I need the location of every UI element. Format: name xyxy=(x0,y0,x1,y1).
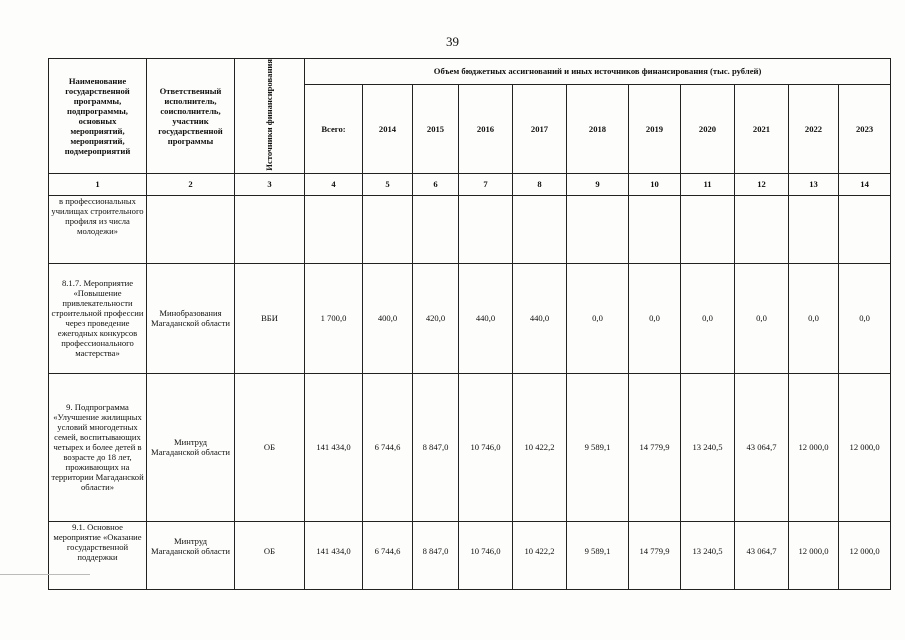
row-value xyxy=(459,195,513,263)
row-executor: Минтруд Магаданской области xyxy=(147,521,235,589)
row-executor: Минобразования Магаданской области xyxy=(147,263,235,373)
row-value: 43 064,7 xyxy=(735,373,789,521)
row-executor: Минтруд Магаданской области xyxy=(147,373,235,521)
header-year: 2023 xyxy=(839,84,891,173)
row-value: 0,0 xyxy=(681,263,735,373)
row-executor xyxy=(147,195,235,263)
row-value: 0,0 xyxy=(839,263,891,373)
row-value: 8 847,0 xyxy=(413,373,459,521)
row-value: 10 422,2 xyxy=(513,373,567,521)
header-year: 2021 xyxy=(735,84,789,173)
column-number: 7 xyxy=(459,173,513,195)
row-value: 9 589,1 xyxy=(567,373,629,521)
column-number: 14 xyxy=(839,173,891,195)
header-source xyxy=(235,59,305,174)
row-value xyxy=(567,195,629,263)
row-value: 0,0 xyxy=(735,263,789,373)
row-value: 10 746,0 xyxy=(459,373,513,521)
column-number: 6 xyxy=(413,173,459,195)
row-source: ОБ xyxy=(235,521,305,589)
column-number: 12 xyxy=(735,173,789,195)
row-total: 1 700,0 xyxy=(305,263,363,373)
header-year: 2016 xyxy=(459,84,513,173)
row-value: 0,0 xyxy=(629,263,681,373)
row-name: в профессиональных училищах строительного профиля из числа молодежи» xyxy=(49,195,147,263)
row-value: 6 744,6 xyxy=(363,521,413,589)
row-value: 400,0 xyxy=(363,263,413,373)
row-value: 13 240,5 xyxy=(681,373,735,521)
row-total: 141 434,0 xyxy=(305,373,363,521)
row-value: 12 000,0 xyxy=(839,373,891,521)
row-source: ОБ xyxy=(235,373,305,521)
column-number-row xyxy=(49,173,891,195)
row-value: 12 000,0 xyxy=(789,373,839,521)
row-value xyxy=(789,195,839,263)
header-total: Всего: xyxy=(305,84,363,173)
row-value xyxy=(363,195,413,263)
row-value: 0,0 xyxy=(789,263,839,373)
column-number: 2 xyxy=(147,173,235,195)
row-total xyxy=(305,195,363,263)
table-row xyxy=(49,195,891,263)
row-value xyxy=(513,195,567,263)
row-name: 9. Подпрограмма «Улучшение жилищных условий многодетных семей, воспитывающих четырех и более детей в возрасте до 18 лет, проживающих на территории Магаданской области» xyxy=(49,373,147,521)
row-value: 43 064,7 xyxy=(735,521,789,589)
header-year: 2014 xyxy=(363,84,413,173)
column-number: 9 xyxy=(567,173,629,195)
budget-table xyxy=(48,58,891,590)
header-funding-group: Объем бюджетных ассигнований и иных источников финансирования (тыс. рублей) xyxy=(305,59,891,85)
row-value: 0,0 xyxy=(567,263,629,373)
row-name: 9.1. Основное мероприятие «Оказание государственной поддержки xyxy=(49,521,147,589)
row-value: 440,0 xyxy=(513,263,567,373)
table-row xyxy=(49,373,891,521)
row-value xyxy=(839,195,891,263)
scan-edge-line xyxy=(0,574,90,575)
column-number: 11 xyxy=(681,173,735,195)
header-year: 2015 xyxy=(413,84,459,173)
header-name: Наименование государственной программы, подпрограммы, основных мероприятий, мероприятий, подмероприятий xyxy=(49,59,147,174)
column-number: 4 xyxy=(305,173,363,195)
row-value: 12 000,0 xyxy=(839,521,891,589)
row-value xyxy=(681,195,735,263)
row-source xyxy=(235,195,305,263)
row-value xyxy=(735,195,789,263)
row-value: 6 744,6 xyxy=(363,373,413,521)
row-value: 440,0 xyxy=(459,263,513,373)
header-year: 2020 xyxy=(681,84,735,173)
header-year: 2019 xyxy=(629,84,681,173)
column-number: 8 xyxy=(513,173,567,195)
row-source: ВБИ xyxy=(235,263,305,373)
header-year: 2017 xyxy=(513,84,567,173)
column-number: 5 xyxy=(363,173,413,195)
row-value: 12 000,0 xyxy=(789,521,839,589)
header-year: 2018 xyxy=(567,84,629,173)
header-row-1 xyxy=(49,59,891,85)
row-value: 8 847,0 xyxy=(413,521,459,589)
row-value xyxy=(629,195,681,263)
row-value: 420,0 xyxy=(413,263,459,373)
page-number: 39 xyxy=(446,34,459,49)
table-row xyxy=(49,263,891,373)
row-value: 10 422,2 xyxy=(513,521,567,589)
row-value xyxy=(413,195,459,263)
column-number: 1 xyxy=(49,173,147,195)
header-year: 2022 xyxy=(789,84,839,173)
row-value: 14 779,9 xyxy=(629,521,681,589)
row-total: 141 434,0 xyxy=(305,521,363,589)
row-value: 14 779,9 xyxy=(629,373,681,521)
header-executor: Ответственный исполнитель, соисполнитель, участник государственной программы xyxy=(147,59,235,174)
row-value: 9 589,1 xyxy=(567,521,629,589)
column-number: 10 xyxy=(629,173,681,195)
table-row xyxy=(49,521,891,589)
row-value: 10 746,0 xyxy=(459,521,513,589)
column-number: 3 xyxy=(235,173,305,195)
header-source-text: Источники финансирования xyxy=(263,59,274,171)
row-name: 8.1.7. Мероприятие «Повышение привлекательности строительной профессии через проведение ежегодных конкурсов профессионального мастерства» xyxy=(49,263,147,373)
column-number: 13 xyxy=(789,173,839,195)
row-value: 13 240,5 xyxy=(681,521,735,589)
